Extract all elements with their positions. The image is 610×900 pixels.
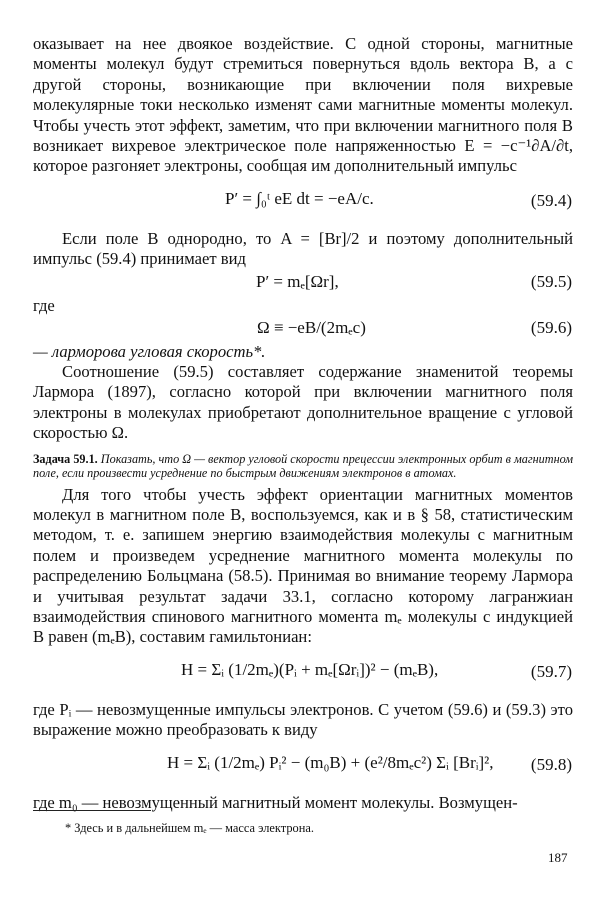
larmor-line: — ларморова угловая скорость*. (33, 341, 266, 361)
equation-59-5-number: (59.5) (530, 271, 572, 291)
paragraph-larmor-theorem: Соотношение (59.5) составляет содержание знаменитой теоремы Лармора (1897), согласно которой при включении магнитного поля электроны в молекулах приобретают дополнительное вращение с угловой скоростью Ω. (33, 362, 573, 443)
page-number: 187 (548, 850, 568, 865)
equation-59-5-formula: P′ = mₑ[Ωr], (256, 271, 339, 291)
footnote-divider (33, 810, 151, 811)
paragraph-final: где m₀ — невозмущенный магнитный момент молекулы. Возмущен- (33, 792, 518, 812)
task-59-1 (33, 452, 573, 481)
page-body (33, 34, 573, 813)
equation-59-8-formula: H = Σᵢ (1/2mₑ) Pᵢ² − (m₀B) + (e²/8mₑc²) Σᵢ [Brᵢ]², (167, 752, 494, 772)
equation-59-6-number: (59.6) (530, 317, 572, 337)
equation-59-8 (33, 741, 573, 793)
footnote: * Здесь и в дальнейшем mₑ — масса электрона. (65, 821, 314, 835)
task-label: Задача 59.1. (33, 451, 98, 466)
equation-59-6-formula: Ω ≡ −eB/(2mₑc) (257, 317, 366, 337)
equation-59-7-formula: H = Σᵢ (1/2mₑ)(Pᵢ + mₑ[Ωrᵢ])² − (mₑB), (181, 659, 439, 679)
equation-59-8-number: (59.8) (530, 754, 572, 774)
paragraph-1: оказывает на нее двоякое воздействие. С одной стороны, магнитные моменты молекул будут стремиться повернуться вдоль вектора B, а с другой стороны, возникающие при включении поля вихревые молекулярные токи несколько изменят сами магнитные моменты молекул. Чтобы учесть этот эффект, заметим, что при включении магнитного поля B возникает вихревое электрическое поле напряженностью E = −c⁻¹∂A/∂t, которое разгоняет электроны, сообщая им дополнительный импульс (33, 34, 573, 176)
equation-59-5 (33, 270, 573, 296)
paragraph-unperturbed: где Pᵢ — невозмущенные импульсы электронов. С учетом (59.6) и (59.3) это выражение можно преобразовать к виду (33, 699, 573, 740)
equation-59-7 (33, 648, 573, 700)
equation-59-6 (33, 316, 573, 342)
equation-59-4-number: (59.4) (530, 190, 572, 210)
paragraph-orientation: Для того чтобы учесть эффект ориентации магнитных моментов молекул в магнитном поле B, воспользуемся, как и в § 58, статистическим методом, т. е. запишем энергию взаимодействия молекулы с магнитным полем и произведем усреднение магнитного момента молекулы по распределению Больцмана (58.5). Принимая во внимание теорему Лармора и учитывая результат задачи 33.1, согласно которому лагранжиан взаимодействия спинового магнитного момента mₑ молекулы с индукцией B равен (mₑB), составим гамильтониан: (33, 484, 573, 647)
equation-59-7-number: (59.7) (530, 661, 572, 681)
equation-59-4 (33, 177, 573, 229)
equation-59-4-formula: P′ = ∫₀ᵗ eE dt = −eA/c. (225, 188, 374, 208)
task-text: Показать, что Ω — вектор угловой скорости прецессии электронных орбит в магнитном поле, если произвести усреднение по быстрым движениям электронов в атомах. (33, 451, 574, 481)
where-word: где (33, 295, 55, 315)
paragraph-2: Если поле B однородно, то A = [Br]/2 и поэтому дополнительный импульс (59.4) принимает вид (33, 228, 573, 269)
